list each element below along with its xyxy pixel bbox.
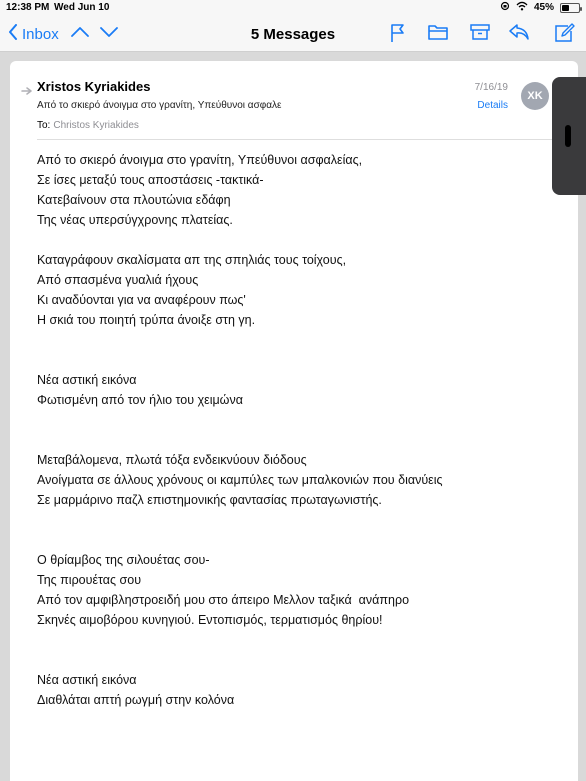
body-line: Κι αναδύονται για να αναφέρουν πως' — [37, 293, 246, 307]
body-line — [37, 630, 557, 650]
body-line: Σε μαρμάρινο παζλ επιστημονικής φαντασίας πρωταγωνιστής. — [37, 493, 382, 507]
status-date: Wed Jun 10 — [54, 2, 110, 13]
body-line — [37, 650, 557, 670]
slide-over-handle[interactable] — [552, 77, 586, 195]
header-divider — [37, 139, 578, 140]
body-line — [37, 330, 557, 350]
body-line: Της νέας υπερσύγχρονης πλατείας. — [37, 213, 233, 227]
body-line: Διαθλάται απτή ρωγμή στην κολόνα — [37, 693, 235, 707]
battery-icon — [560, 3, 580, 13]
body-line: Από το σκιερό άνοιγμα στο γρανίτη, Υπεύθυνοι ασφαλείας, — [37, 153, 363, 167]
body-line — [37, 510, 557, 530]
reply-icon[interactable] — [508, 23, 530, 46]
message-subject: Από το σκιερό άνοιγμα στο γρανίτη, Υπεύθυνοι ασφαλε — [37, 100, 282, 111]
status-indicators — [500, 1, 580, 14]
status-bar — [0, 0, 586, 16]
to-label: To: — [37, 120, 51, 131]
flag-icon[interactable] — [390, 23, 406, 48]
body-line: Μεταβάλομενα, πλωτά τόξα ενδεικνύουν διόδους — [37, 453, 307, 467]
grip-icon — [565, 125, 571, 147]
toolbar-title: 5 Messages — [250, 26, 336, 43]
sender-name[interactable]: Xristos Kyriakides — [37, 79, 151, 94]
body-line: Σκηνές αιμοβόρου κυνηγιού. Εντοπισμός, τερματισμός θηρίου! — [37, 613, 383, 627]
archive-icon[interactable] — [470, 23, 490, 46]
wifi-icon — [516, 1, 528, 14]
body-line — [37, 530, 557, 550]
avatar[interactable]: XK — [521, 82, 549, 110]
mail-toolbar — [0, 16, 586, 52]
folder-icon[interactable] — [428, 23, 448, 46]
body-line: Η σκιά του ποιητή τρύπα άνοιξε στη γη. — [37, 313, 256, 327]
message-body — [37, 150, 557, 710]
recipient-line — [37, 120, 139, 131]
body-line: Νέα αστική εικόνα — [37, 373, 137, 387]
body-line: Κατεβαίνουν στα πλουτώνια εδάφη — [37, 193, 231, 207]
body-line: Ο θρίαμβος της σιλουέτας σου- — [37, 553, 210, 567]
recipient-name[interactable]: Christos Kyriakides — [53, 120, 139, 131]
body-line — [37, 410, 557, 430]
details-link[interactable]: Details — [477, 100, 508, 111]
body-line: Της πιρουέτας σου — [37, 573, 142, 587]
body-line: Από τον αμφιβληστροειδή μου στο άπειρο Μελλον ταξικά ανάπηρο — [37, 593, 410, 607]
status-time: 12:38 PM — [6, 2, 50, 13]
compose-icon[interactable] — [554, 23, 576, 48]
inbox-back-label: Inbox — [22, 25, 59, 43]
body-line: Καταγράφουν σκαλίσματα απ της σπηλιάς τους τοίχους, — [37, 253, 347, 267]
body-line: Σε ίσες μεταξύ τους αποστάσεις -τακτικά- — [37, 173, 264, 187]
body-line — [37, 430, 557, 450]
battery-percent: 45% — [533, 2, 554, 13]
message-date: 7/16/19 — [474, 82, 508, 93]
replied-arrow-icon — [21, 82, 33, 100]
body-line: Νέα αστική εικόνα — [37, 673, 137, 687]
body-line: Ανοίγματα σε άλλους χρόνους οι καμπύλες των μπαλκονιών που διανύεις — [37, 473, 443, 487]
body-line: Φωτισμένη από τον ήλιο του χειμώνα — [37, 393, 243, 407]
body-line: Από σπασμένα γυαλιά ήχους — [37, 273, 199, 287]
battery-level — [562, 5, 569, 11]
orientation-lock-icon — [500, 1, 510, 14]
body-line — [37, 350, 557, 370]
message-card — [10, 61, 578, 781]
body-line — [37, 230, 557, 250]
